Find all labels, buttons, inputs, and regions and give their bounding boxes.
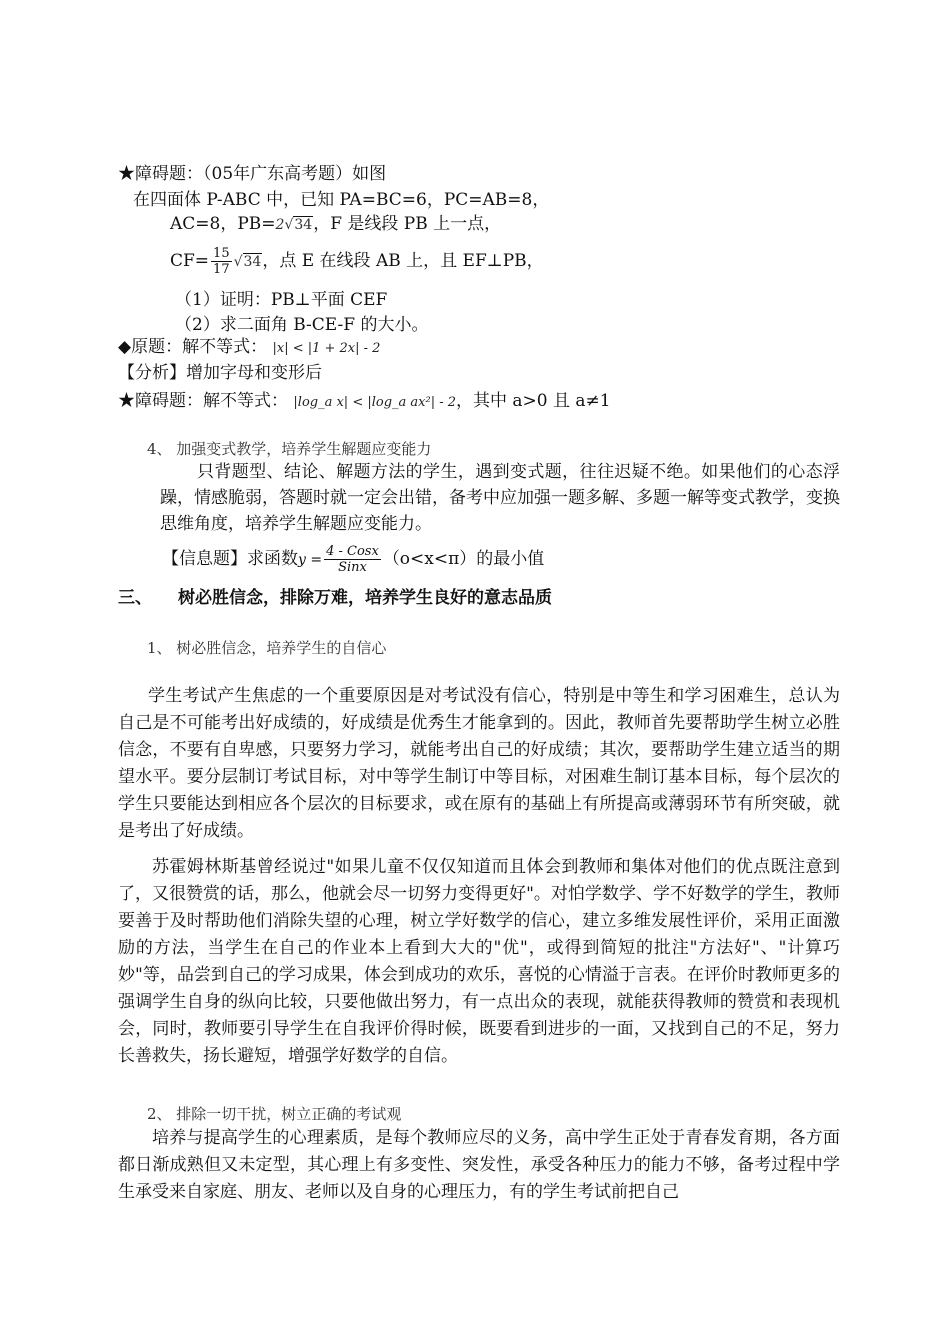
sub1-para2: 苏霍姆林斯基曾经说过"如果儿童不仅仅知道而且体会到教师和集体对他们的优点既注意到了，又很赞赏的话，那么，他就会尽一切努力变得更好"。对怕学数学、学不好数学的学生，教师要善于及时帮助他们消除失望的心理，树立学好数学的信心，建立多维发展性评价，采用正面激励的方法，当学生在自己的作业本上看到大大的"优"，或得到简短的批注"方法好"、"计算巧妙"等，品尝到自己的学习成果，体会到成功的欢乐，喜悦的心情溢于言表。在评价时教师更多的强调学生自身的纵向比较，只要他做出努力，有一点出众的表现，就能获得教师的赞赏和表现机会，同时，教师要引导学生在自我评价得时候，既要看到进步的一面，又找到自己的不足，努力长善救失，扬长避短，增强学好数学的自信。: [118, 857, 840, 1066]
problem2: ★障碍题：解不等式： |log_a x| < |log_a ax²| - 2，其中 a>0 且 a≠1: [118, 391, 611, 411]
sub2-para1: 培养与提高学生的心理素质，是每个教师应尽的义务，高中学生正处于青春发育期，各方面都日渐成熟但又未定型，其心理上有多变性、突发性，承受各种压力的能力不够，备考过程中学生承受来自家庭、朋友、老师以及自身的心理压力，有的学生考试前把自己: [118, 1128, 840, 1202]
sub1-heading: 1、 树必胜信念，培养学生的自信心: [147, 639, 387, 657]
fraction: $\frac{\text{4 - Cosx}}{\text{Sinx}}$: [326, 544, 379, 575]
sqrt-expression: √34: [233, 254, 262, 270]
sub2-heading: 2、 排除一切干扰，树立正确的考试观: [147, 1105, 402, 1123]
problem1-title: ★障碍题：（05年广东高考题）如图: [118, 164, 387, 184]
section3-heading: 三、 树必胜信念，排除万难，培养学生良好的意志品质: [118, 588, 552, 608]
section4-body: 只背题型、结论、解题方法的学生，遇到变式题，往往迟疑不绝。如果他们的心态浮躁，情感脆弱，答题时就一定会出错，备考中应加强一题多解、多题一解等变式教学，变换思维角度，培养学生解题应变能力。: [160, 462, 840, 534]
problem1-line2: AC=8，PB=2√34，F 是线段 PB 上一点，: [170, 214, 502, 234]
problem1-line3: CF= $\frac{15}{17}$ √34，点 E 在线段 AB 上，且 EF⊥PB，: [170, 246, 544, 277]
sub1-para1: 学生考试产生焦虑的一个重要原因是对考试没有信心，特别是中等生和学习困难生，总认为自己是不可能考出好成绩的，好成绩是优秀生才能拿到的。因此，教师首先要帮助学生树立必胜信念，不要有自卑感，只要努力学习，就能考出自己的好成绩；其次，要帮助学生建立适当的期望水平。要分层制订考试目标，对中等学生制订中等目标，对困难生制订基本目标，每个层次的学生只要能达到相应各个层次的目标要求，或在原有的基础上有所提高或薄弱环节有所突破，就是考出了好成绩。: [118, 686, 840, 841]
inequality-expression: |log_a x| < |log_a ax²| - 2: [293, 395, 457, 410]
section4-heading: 4、 加强变式教学，培养学生解题应变能力: [147, 440, 432, 458]
fraction: $\frac{15}{17}$: [213, 246, 230, 277]
info-problem: 【信息题】求函数y = $\frac{\text{4 - Cosx}}{\text{Sinx}}$ （o<x<π）的最小值: [162, 544, 545, 575]
problem1-q1: （1）证明：PB⊥平面 CEF: [175, 290, 388, 310]
inequality-expression: |x| < |1 + 2x| - 2: [272, 341, 381, 356]
sqrt-expression: 2√34: [275, 217, 313, 233]
problem1-line1: 在四面体 P-ABC 中，已知 PA=BC=6，PC=AB=8，: [133, 190, 550, 210]
analysis: 【分析】增加字母和变形后: [118, 363, 322, 383]
original-problem: ◆原题：解不等式： |x| < |1 + 2x| - 2: [118, 337, 381, 357]
problem1-q2: （2）求二面角 B-CE-F 的大小。: [175, 315, 429, 335]
